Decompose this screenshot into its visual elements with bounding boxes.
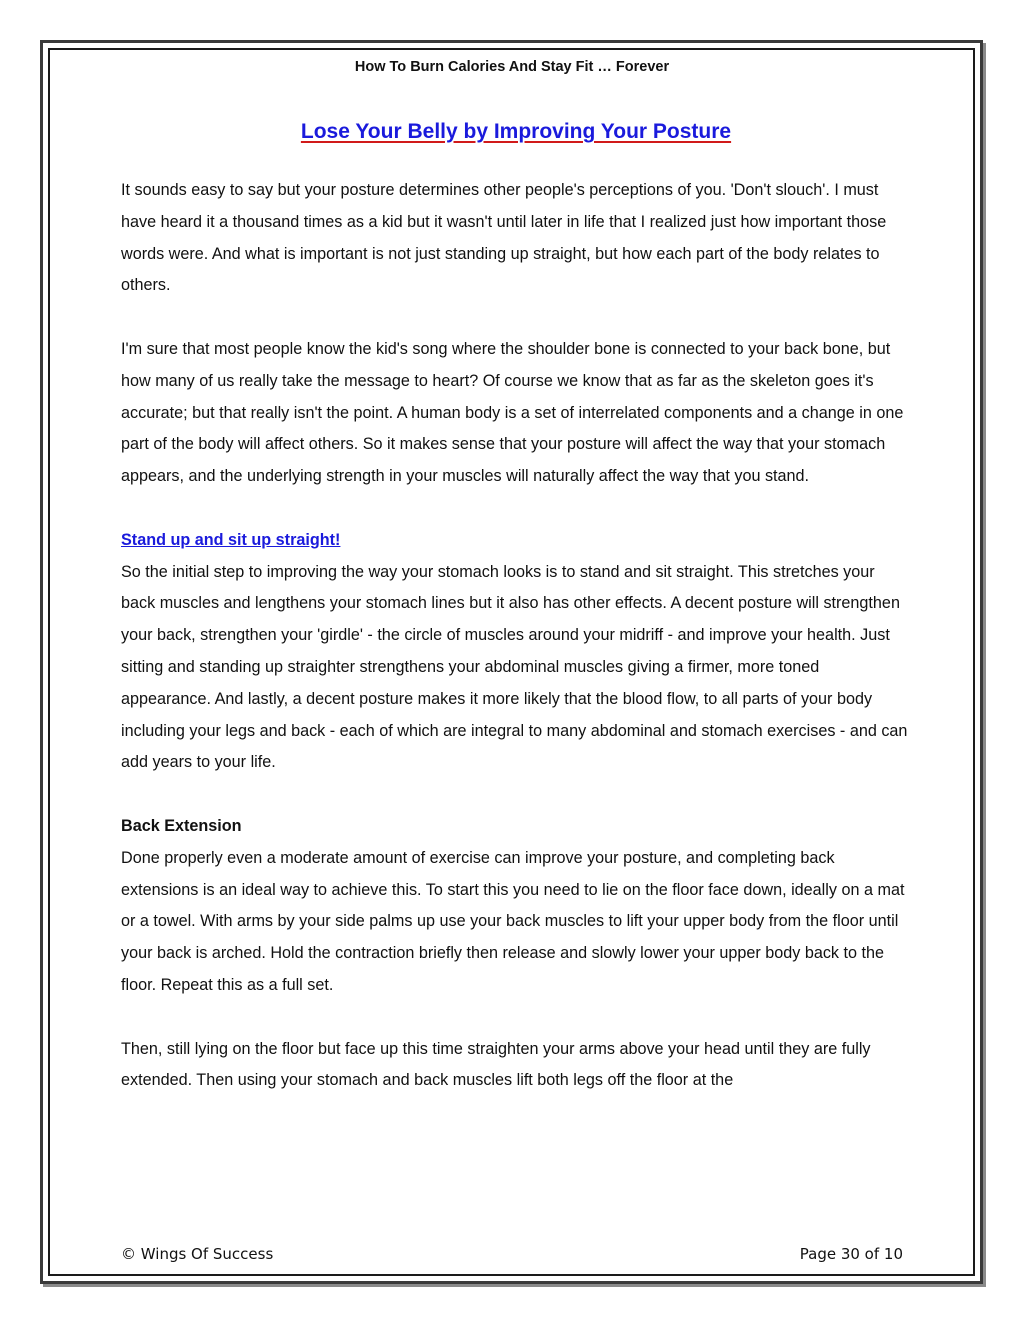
paragraph-2: I'm sure that most people know the kid's song where the shoulder bone is connected to your back bone, but how many of us really take the message to heart? Of course we know that as far as the skeleton goes it's accurate; but that really isn't the point. A human body is a set of interrelated components and a change in one part of the body will affect others. So it makes sense that your posture will affect the way that your stomach appears, and the underlying strength in your muscles will naturally affect the way that you stand. — [121, 339, 904, 486]
section-heading-stand-up[interactable]: Stand up and sit up straight! — [121, 530, 341, 549]
section-body-back-extension-2: Then, still lying on the floor but face up this time straighten your arms above your head until they are fully extended. Then using your stomach and back muscles lift both legs off the floor at the — [121, 1039, 871, 1090]
article-title[interactable] — [121, 115, 911, 149]
article-body — [121, 115, 911, 1129]
footer-copyright: © Wings Of Success — [121, 1245, 274, 1263]
paragraph-1: It sounds easy to say but your posture determines other people's perceptions of you. 'Don't slouch'. I must have heard it a thousand times as a kid but it wasn't until later in life that I realized just how important those words were. And what is important is not just standing up straight, but how each part of the body relates to others. — [121, 181, 887, 295]
section-heading-back-extension: Back Extension — [121, 816, 242, 835]
section-back-extension — [121, 811, 911, 1097]
running-header: How To Burn Calories And Stay Fit … Forever — [354, 59, 670, 75]
footer-page-number: Page 30 of 10 — [799, 1245, 903, 1263]
article-title-link[interactable]: Lose Your Belly by Improving Your Posture — [300, 120, 732, 143]
section-body-back-extension: Done properly even a moderate amount of exercise can improve your posture, and completing back extensions is an ideal way to achieve this. To start this you need to lie on the floor face down, ideally on a mat or a towel. With arms by your side palms up use your back muscles to lift your upper body from the floor until your back is arched. Hold the contraction briefly then release and slowly lower your upper body back to the floor. Repeat this as a full set. — [121, 848, 905, 994]
section-body-stand-up: So the initial step to improving the way your stomach looks is to stand and sit straight. This stretches your back muscles and lengthens your stomach lines but it also has other effects. A decent posture will strengthen your back, strengthen your 'girdle' - the circle of muscles around your midriff - and improve your health. Just sitting and standing up straighter strengthens your abdominal muscles giving a firmer, more toned appearance. And lastly, a decent posture makes it more likely that the blood flow, to all parts of your body including your legs and back - each of which are integral to many abdominal and stomach exercises - and can add years to your life. — [121, 562, 908, 772]
section-stand-up — [121, 525, 911, 779]
